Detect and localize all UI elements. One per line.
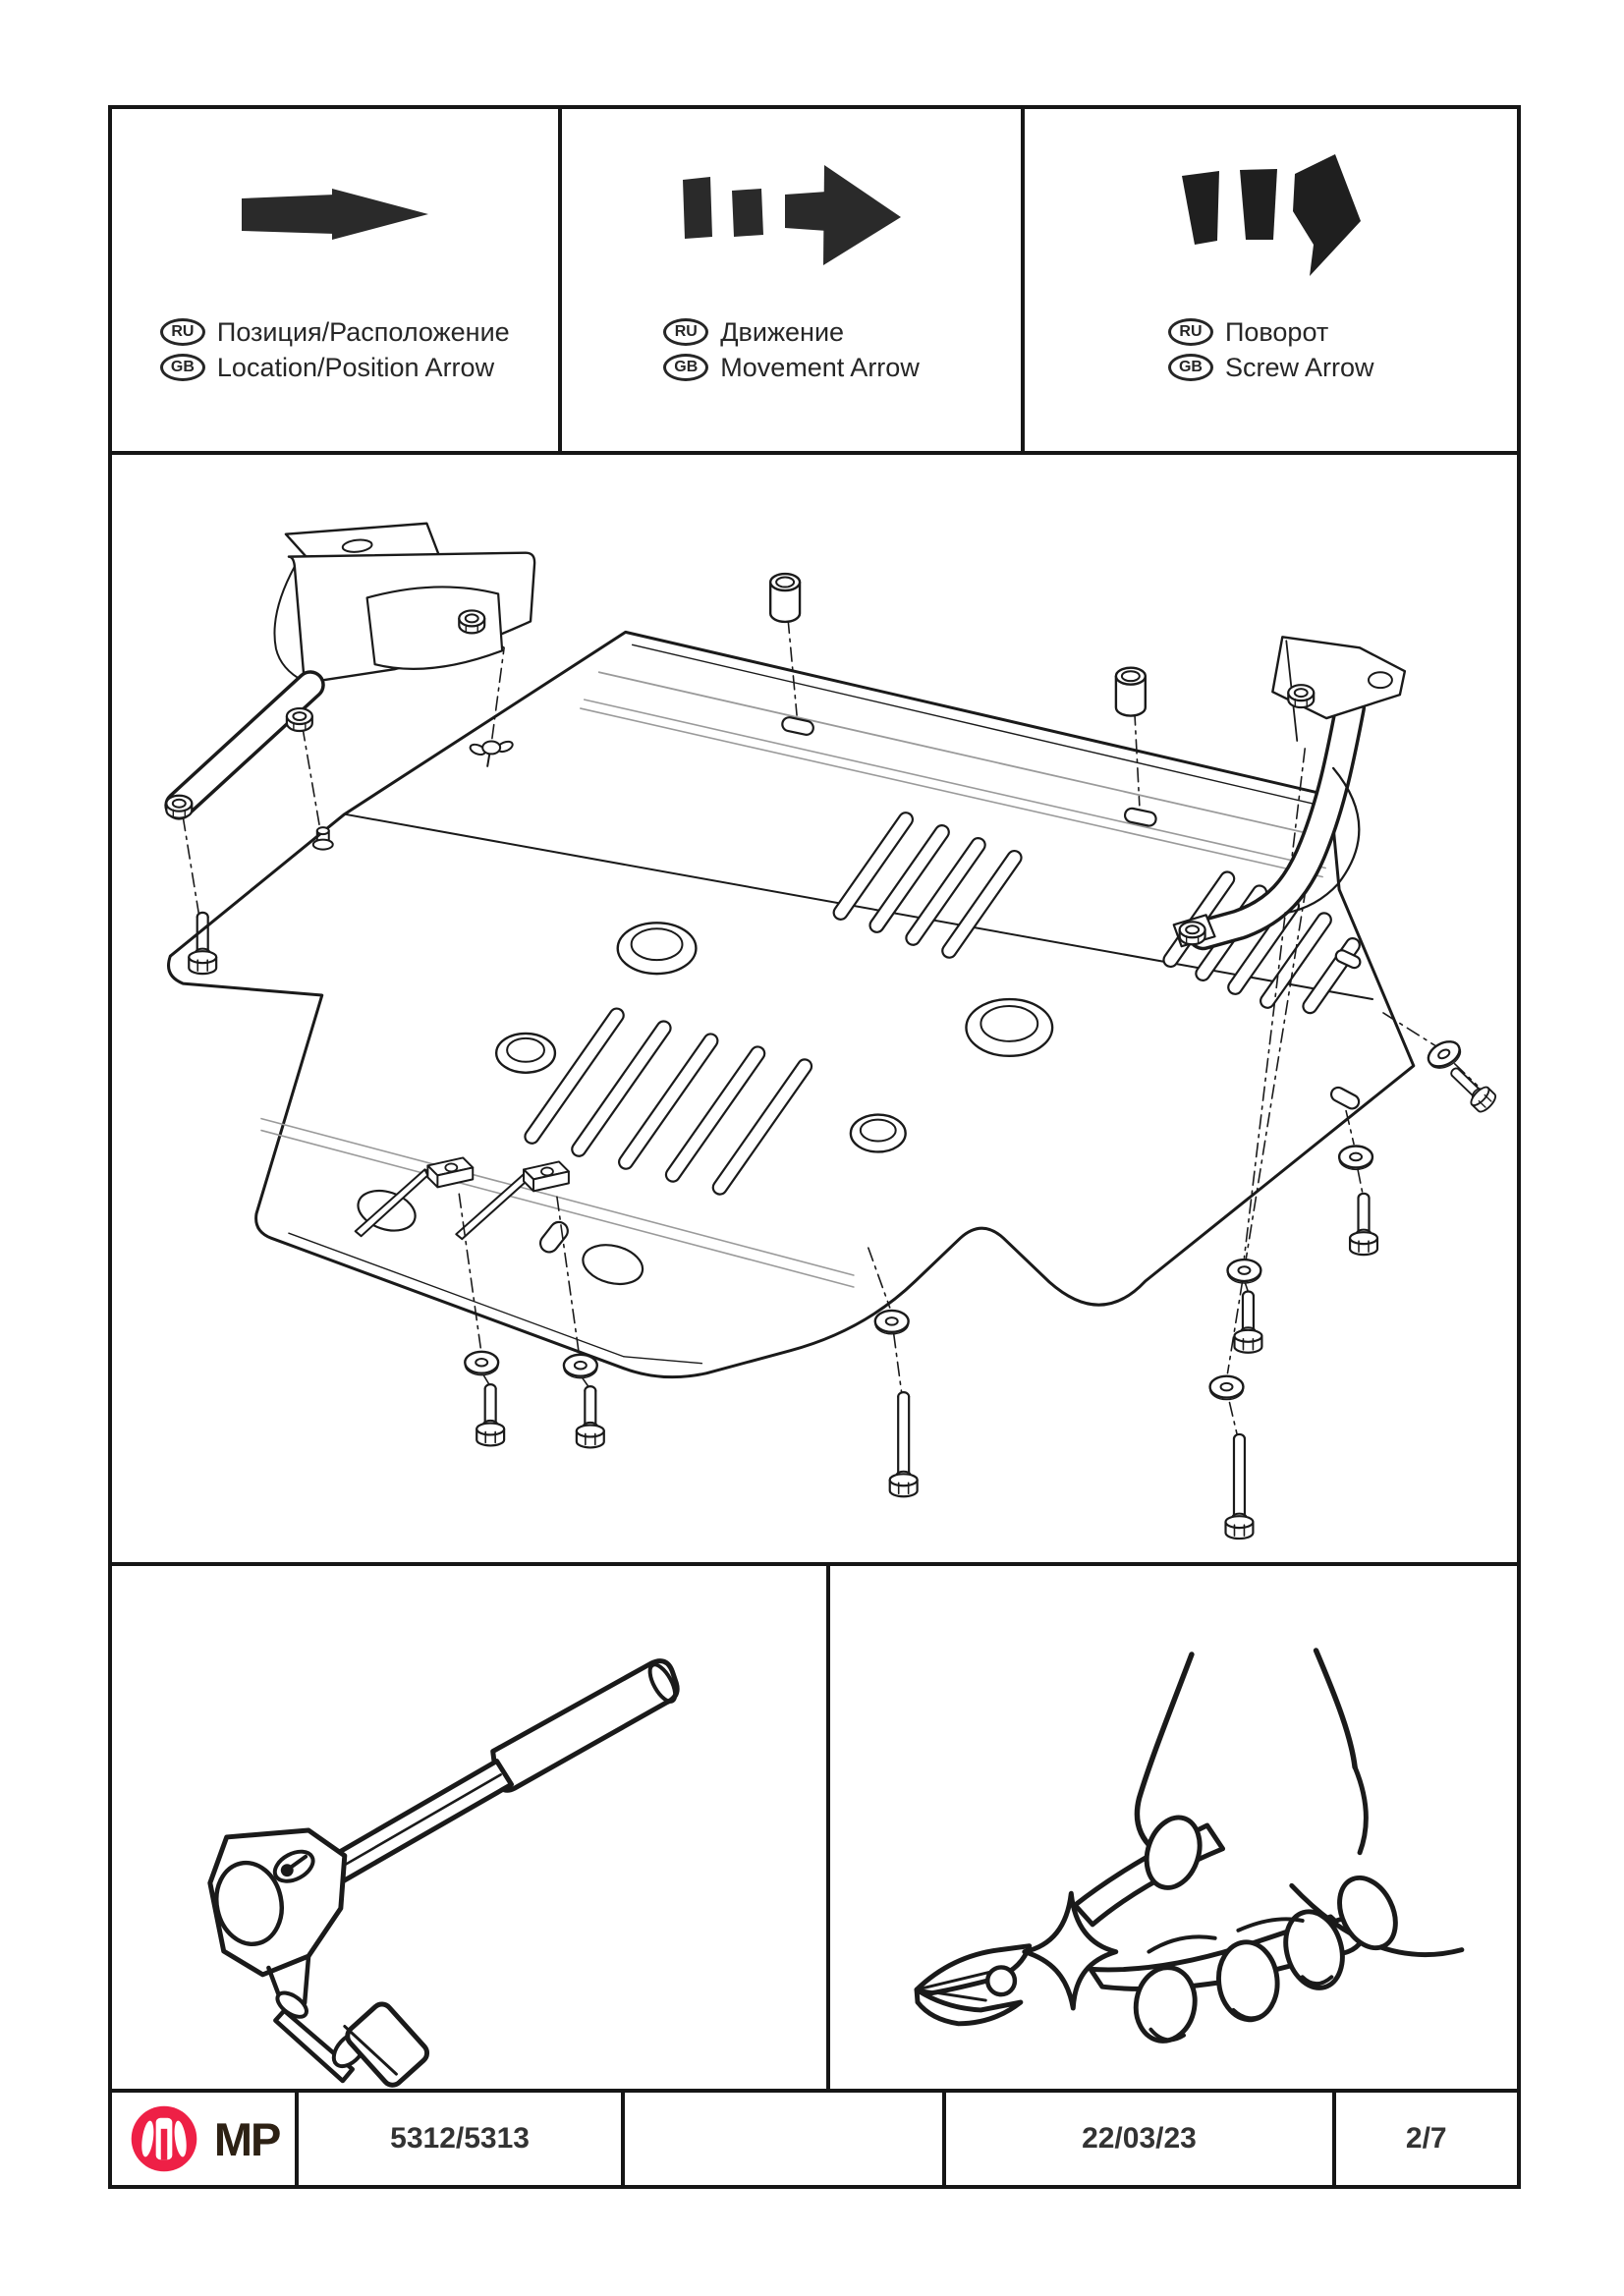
movement-arrow-zone: [683, 150, 901, 280]
ru-badge: RU: [160, 318, 205, 346]
ru-badge: RU: [663, 318, 708, 346]
page-number-cell: [1336, 2093, 1517, 2185]
ru-badge: RU: [1168, 318, 1213, 346]
tools-row: [112, 1566, 1517, 2093]
part-number: 5312/5313: [390, 2122, 530, 2155]
title-block: [112, 2093, 1517, 2185]
page-number: 2/7: [1405, 2122, 1447, 2155]
spacer-sleeve: [770, 574, 800, 622]
logo-text: MP: [213, 2112, 280, 2165]
date-value: 22/03/23: [1082, 2122, 1197, 2155]
tool-ratchet-cell: [112, 1566, 830, 2089]
spacer-sleeve: [1116, 668, 1146, 716]
blank-cell: [625, 2093, 946, 2185]
movement-arrow-icon: [683, 165, 901, 265]
position-arrow-icon: [241, 186, 429, 245]
legend-ru-label: Движение: [720, 317, 845, 347]
side-cutters-hand-icon: [830, 1564, 1517, 2091]
tool-cutters-cell: [830, 1566, 1517, 2089]
screw-arrow-icon: [1180, 154, 1363, 276]
gb-badge: GB: [1168, 354, 1213, 381]
logo-cell: [112, 2093, 299, 2185]
legend-position: [112, 109, 562, 451]
legend-gb-label: Location/Position Arrow: [216, 353, 495, 382]
date-cell: [946, 2093, 1335, 2185]
mp-logo-icon: [128, 2102, 200, 2175]
diagram-row: [112, 455, 1517, 1566]
legend-ru-label: Позиция/Расположение: [216, 317, 510, 347]
legend-ru-label: Поворот: [1224, 317, 1329, 347]
legend-row: [112, 109, 1517, 455]
gb-badge: GB: [160, 354, 205, 381]
part-number-cell: [299, 2093, 625, 2185]
ratchet-wrench-icon: [112, 1564, 826, 2091]
gb-badge: GB: [663, 354, 708, 381]
legend-screw: [1025, 109, 1517, 451]
skid-plate-exploded-view-icon: [112, 455, 1517, 1562]
legend-gb-label: Screw Arrow: [1224, 353, 1374, 382]
instruction-sheet: [108, 105, 1521, 2189]
legend-movement: [562, 109, 1026, 451]
legend-gb-label: Movement Arrow: [720, 353, 920, 382]
skid-plate: [169, 632, 1414, 1376]
screw-arrow-zone: [1180, 150, 1363, 280]
position-arrow-zone: [241, 150, 429, 280]
